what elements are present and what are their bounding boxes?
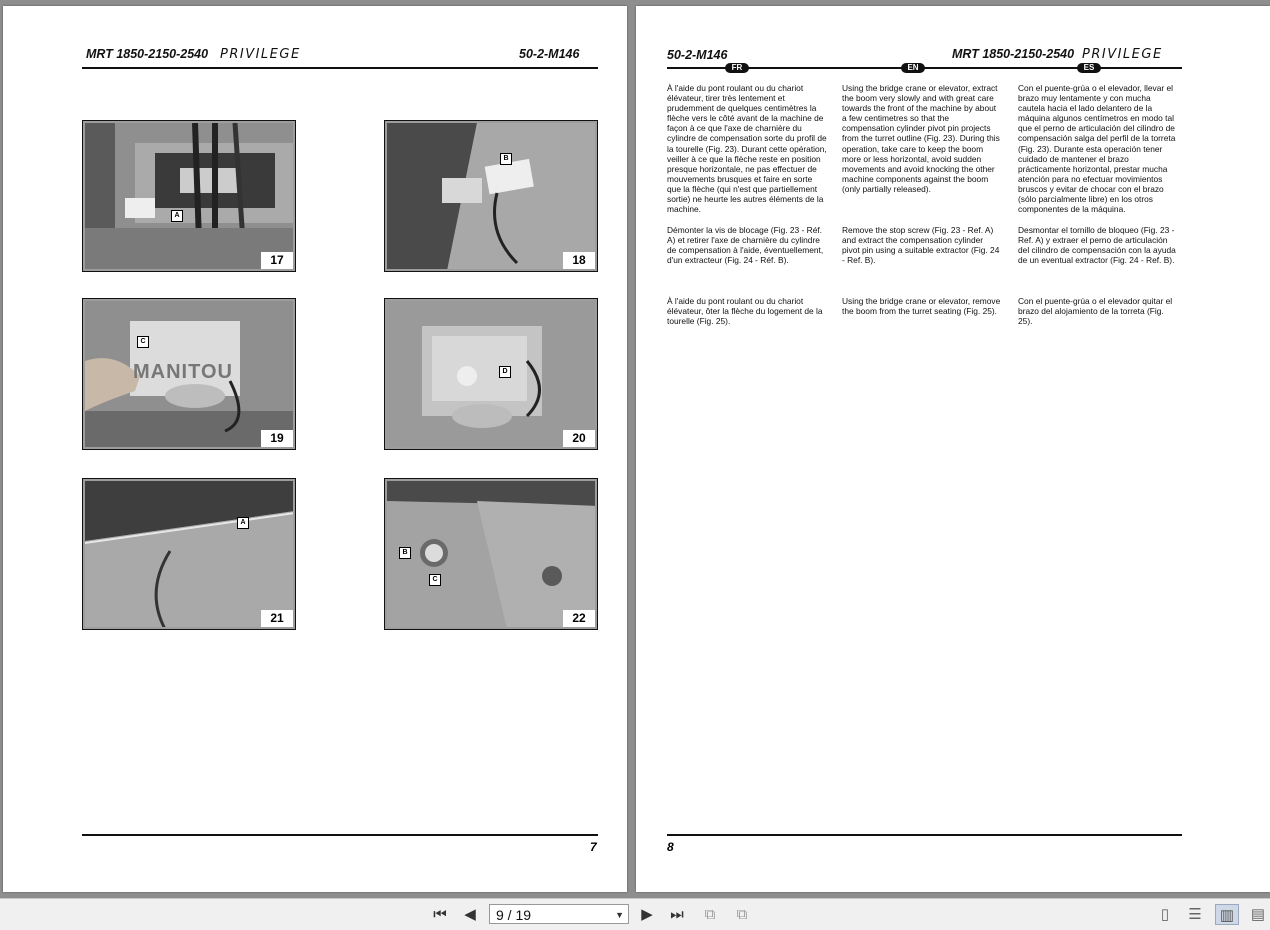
page-right [636,6,1270,892]
figure-19 [82,298,296,450]
header-rule [82,67,598,69]
figure-number: 19 [261,430,293,447]
figure-17 [82,120,296,272]
callout-a: A [171,210,183,222]
page-number: 8 [667,840,674,854]
header-brand: PRIVILEGE [1082,47,1163,62]
page-number: 7 [590,840,597,854]
figure-number: 21 [261,610,293,627]
paragraph-fr-1: À l'aide du pont roulant ou du chariot élévateur, tirer très lentement et prudemment de quelques centimètres la flèche vers le côté avant de la machine de façon à ce que l'axe de charnière du cylindre de compensation sorte du profil de la tourelle (Fig. 23). Durant cette opération, veiller à ce que la flèche reste en position presque horizontale, ne pas effectuer de mouvements brusques et faire en sorte que la flèche (qui n'est que partiellement sortie) ne heurte les autres éléments de la machine. [667,83,827,215]
callout-d: D [499,366,511,378]
figure-number: 17 [261,252,293,269]
forward-view-icon[interactable]: ⧉ [736,906,748,923]
manitou-logo: MANITOU [133,361,233,383]
lang-tab-es: ES [1077,63,1101,73]
figure-20-photo [387,301,595,447]
two-page-icon[interactable]: ▥ [1215,904,1239,925]
header-title: MRT 1850-2150-2540 [952,47,1075,61]
paragraph-es-3: Con el puente-grúa o el elevador quitar el brazo del alojamiento de la torreta (Fig. 25). [1018,296,1173,327]
callout-c: C [137,336,149,348]
figure-number: 18 [563,252,595,269]
paragraph-fr-2: Démonter la vis de blocage (Fig. 23 - Réf. A) et retirer l'axe de charnière du cylindre de compensation à l'aide, éventuellement, d'un extracteur (Fig. 24 - Réf. B). [667,225,824,266]
callout-a: A [237,517,249,529]
continuous-icon[interactable]: ☰ [1188,906,1202,923]
last-page-icon[interactable]: ⏭ [670,906,684,923]
callout-b: B [399,547,411,559]
figure-21 [82,478,296,630]
viewer-toolbar [0,898,1270,930]
figure-18-photo [387,123,595,269]
first-page-icon[interactable]: ⏮ [433,906,447,923]
footer-rule [667,834,1182,836]
lang-tab-fr: FR [725,63,749,73]
figure-number: 22 [563,610,595,627]
page-number-value: 9 / 19 [496,907,532,923]
header-code: 50-2-M146 [667,48,728,62]
figure-22-photo [387,481,595,627]
paragraph-es-1: Con el puente-grúa o el elevador, llevar el brazo muy lentamente y con mucha cautela hacia el lado delantero de la máquina algunos centímetros en modo tal que el perno de articulación del cilindro de compensación salga del perfil de la torreta (Fig. 23). Durante esta operación tener cuidado de mantener el brazo prácticamente horizontal, prestar mucha atención para no efectuar movimientos bruscos y evitar de chocar con el brazo (sólo parcialmente libre) en los otros componentes de la máquina. [1018,83,1176,215]
figure-20 [384,298,598,450]
figure-18 [384,120,598,272]
two-page-continuous-icon[interactable]: ▤ [1250,906,1266,923]
paragraph-en-2: Remove the stop screw (Fig. 23 - Ref. A) and extract the compensation cylinder pivot pin using a suitable extractor (Fig. 24 - Ref. B). [842,225,1000,266]
page-number-field[interactable] [489,904,629,924]
page-left [3,6,627,892]
paragraph-fr-3: À l'aide du pont roulant ou du chariot élévateur, ôter la flèche du logement de la tourelle (Fig. 25). [667,296,823,327]
header-brand: PRIVILEGE [220,47,301,62]
header-code: 50-2-M146 [519,47,580,61]
figure-17-photo [85,123,293,269]
next-page-icon[interactable]: ▶ [641,906,653,923]
paragraph-es-2: Desmontar el tornillo de bloqueo (Fig. 23 - Ref. A) y extraer el perno de articulación del cilindro de compensación con la ayuda de un eventual extractor (Fig. 24 - Ref. B). [1018,225,1176,266]
callout-c: C [429,574,441,586]
back-view-icon[interactable]: ⧉ [704,906,716,923]
footer-rule [82,834,598,836]
lang-tab-en: EN [901,63,925,73]
single-page-icon[interactable]: ▯ [1160,906,1170,923]
paragraph-en-3: Using the bridge crane or elevator, remove the boom from the turret seating (Fig. 25). [842,296,1001,317]
figure-22 [384,478,598,630]
callout-b: B [500,153,512,165]
prev-page-icon[interactable]: ◀ [464,906,476,923]
chevron-down-icon[interactable]: ▼ [615,910,624,920]
figure-number: 20 [563,430,595,447]
header-title: MRT 1850-2150-2540 [86,47,209,61]
paragraph-en-1: Using the bridge crane or elevator, extract the boom very slowly and with great care towards the front of the machine by about a few centimetres so that the compensation cylinder pivot pin projects from the turret outline (Fig. 23). During this operation, take care to keep the boom more or less horizontal, avoid sudden movements and avoid knocking the other machine components against the boom (only partially released). [842,83,1000,194]
figure-21-photo [85,481,293,627]
